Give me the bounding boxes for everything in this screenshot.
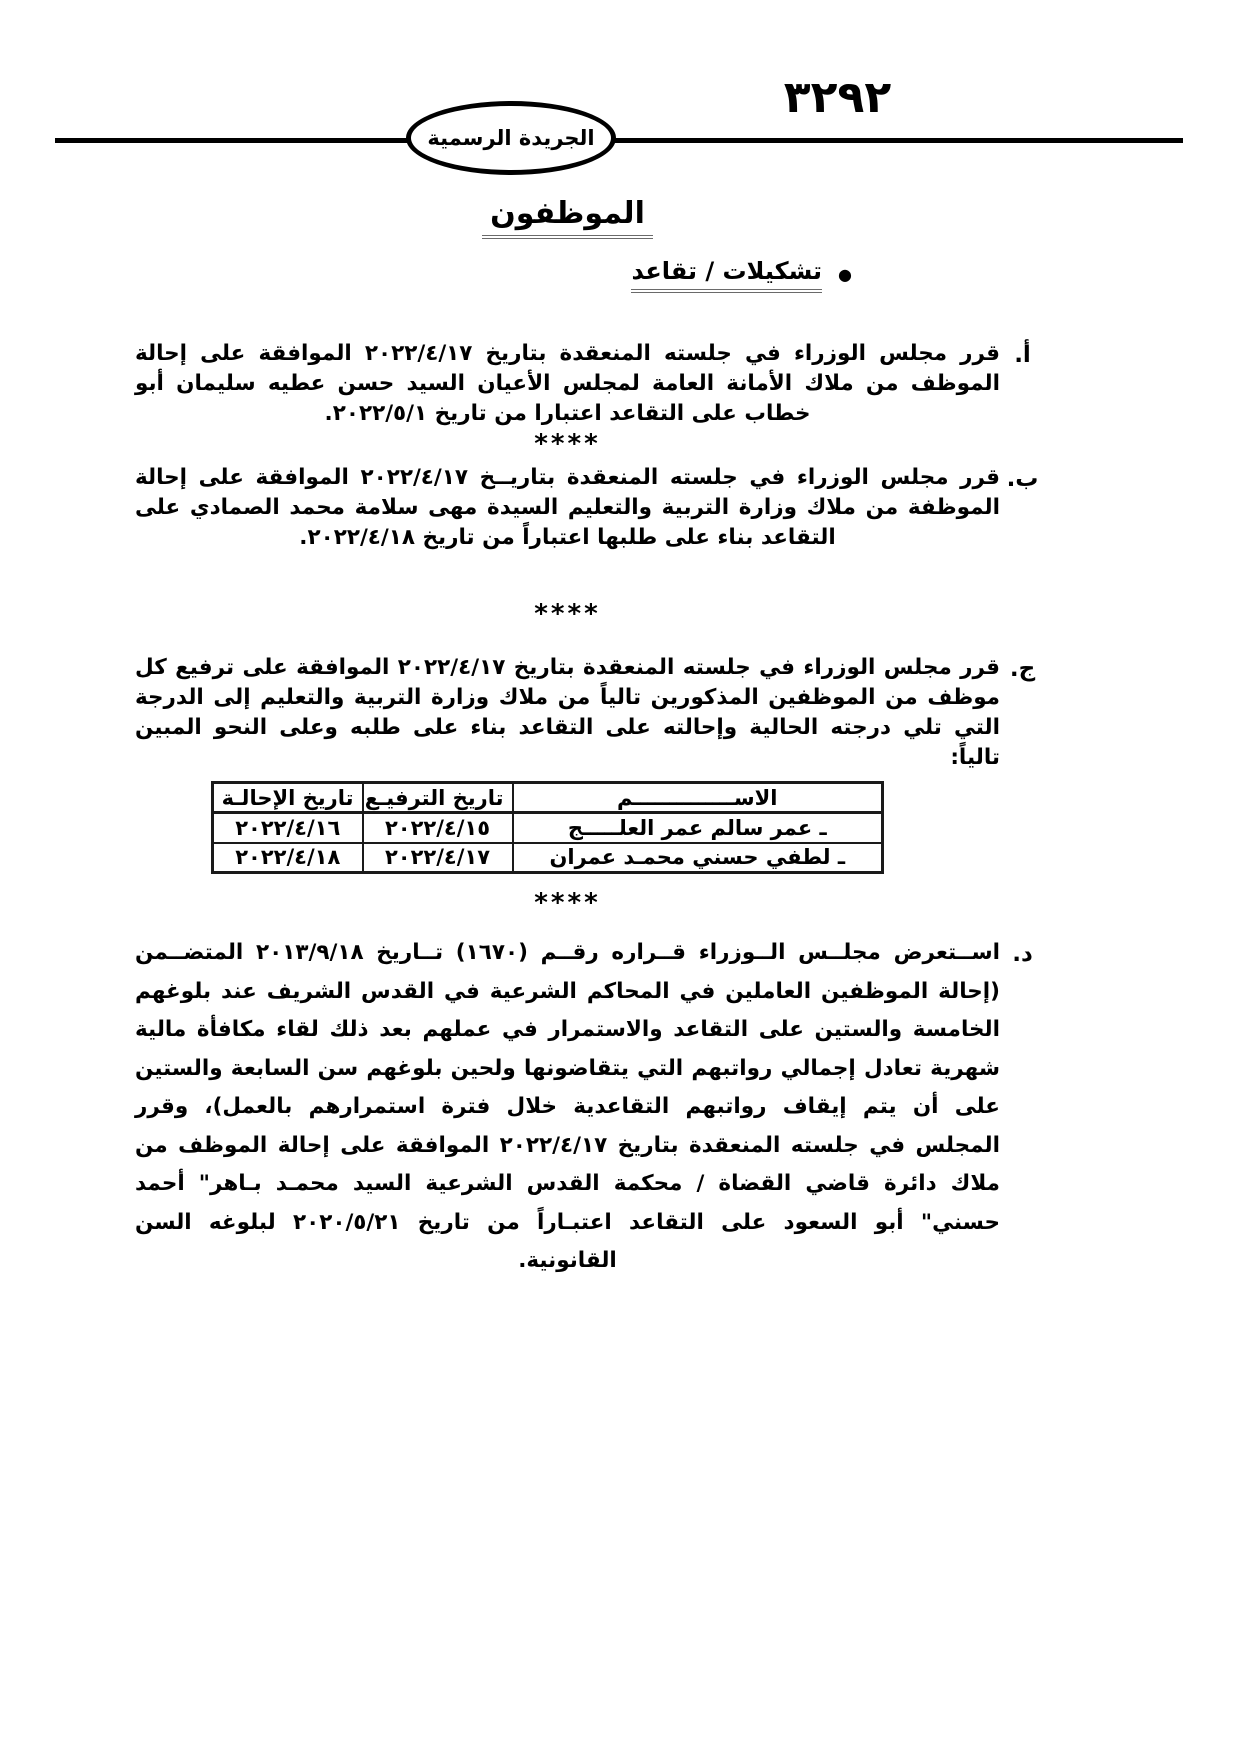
referral-date: ٢٠٢٢/٤/١٨ bbox=[213, 843, 363, 873]
page-title bbox=[135, 196, 1000, 239]
page-number: ٣٢٩٢ bbox=[783, 72, 892, 123]
retirement-promotion-table bbox=[211, 781, 884, 874]
clause-a-marker: أ. bbox=[1014, 342, 1031, 368]
column-header-name: الاســــــــــــــم bbox=[513, 783, 883, 813]
section-heading-label: تشكيلات / تقاعد bbox=[631, 257, 822, 293]
document-body bbox=[135, 196, 1045, 1281]
clause-c-marker: ج. bbox=[1009, 656, 1036, 682]
section-heading bbox=[135, 257, 1000, 293]
clause-d-marker: د. bbox=[1012, 941, 1033, 967]
column-header-promotion-date: تاريخ الترفيـع bbox=[363, 783, 513, 813]
clause-d bbox=[135, 934, 1045, 1281]
employee-name: ـ عمر سالم عمر العلـــــج bbox=[513, 813, 883, 843]
journal-name-oval-stamp: الجريدة الرسمية bbox=[406, 101, 616, 175]
referral-date: ٢٠٢٢/٤/١٦ bbox=[213, 813, 363, 843]
asterisk-separator: **** bbox=[534, 429, 601, 459]
clause-a-text: قرر مجلس الوزراء في جلسته المنعقدة بتاريخ ٢٠٢٢/٤/١٧ الموافقة على إحالة الموظف من ملاك الأمانة العامة لمجلس الأعيان السيد حسن عطيه سليمان أبو خطاب على التقاعد اعتبارا من تاريخ ٢٠٢٢/٥/١. bbox=[135, 341, 1000, 426]
asterisk-separator: **** bbox=[534, 599, 601, 629]
clause-b bbox=[135, 463, 1045, 553]
table-row bbox=[213, 843, 883, 873]
clause-c bbox=[135, 653, 1045, 773]
table-row bbox=[213, 813, 883, 843]
promotion-date: ٢٠٢٢/٤/١٧ bbox=[363, 843, 513, 873]
page-title-text: الموظفون bbox=[482, 196, 653, 239]
employee-name: ـ لطفي حسني محمـد عمران bbox=[513, 843, 883, 873]
table-header-row bbox=[213, 783, 883, 813]
asterisk-separator: **** bbox=[534, 888, 601, 918]
bullet-icon: ● bbox=[838, 265, 852, 284]
clause-b-text: قرر مجلس الوزراء في جلسته المنعقدة بتاريــخ ٢٠٢٢/٤/١٧ الموافقة على إحالة الموظفة من ملاك وزارة التربية والتعليم السيدة مهى سلامة محمد الصمادي على التقاعد بناء على طلبها اعتباراً من تاريخ ٢٠٢٢/٤/١٨. bbox=[135, 465, 1000, 550]
clause-a bbox=[135, 339, 1045, 429]
column-header-referral-date: تاريخ الإحالـة bbox=[213, 783, 363, 813]
promotion-date: ٢٠٢٢/٤/١٥ bbox=[363, 813, 513, 843]
clause-b-marker: ب. bbox=[1006, 466, 1039, 492]
header-divider-rule bbox=[55, 138, 1183, 143]
clause-c-text: قرر مجلس الوزراء في جلسته المنعقدة بتاريخ ٢٠٢٢/٤/١٧ الموافقة على ترفيع كل موظف من الموظفين المذكورين تالياً من ملاك وزارة التربية والتعليم إلى الدرجة التي تلي درجته الحالية وإحالته على التقاعد بناء على طلبه وعلى النحو المبين تالياً: bbox=[135, 655, 1000, 770]
clause-d-text: اســتعرض مجلــس الــوزراء قــراره رقــم (١٦٧٠) تــاريخ ٢٠١٣/٩/١٨ المتضــمن (إحالة الموظفين العاملين في المحاكم الشرعية في القدس الشريف عند بلوغهم الخامسة والستين على التقاعد والاستمرار في عملهم بعد ذلك لقاء مكافأة مالية شهرية تعادل إجمالي رواتبهم التي يتقاضونها ولحين بلوغهم سن السابعة والستين على أن يتم إيقاف رواتبهم التقاعدية خلال فترة استمرارهم بالعمل)، وقرر المجلس في جلسته المنعقدة بتاريخ ٢٠٢٢/٤/١٧ الموافقة على إحالة الموظف من ملاك دائرة قاضي القضاة / محكمة القدس الشرعية السيد محمـد بـاهر" أحمد حسني" أبو السعود على التقاعد اعتبـاراً من تاريخ ٢٠٢٠/٥/٢١ لبلوغه السن القانونية. bbox=[135, 940, 1001, 1273]
